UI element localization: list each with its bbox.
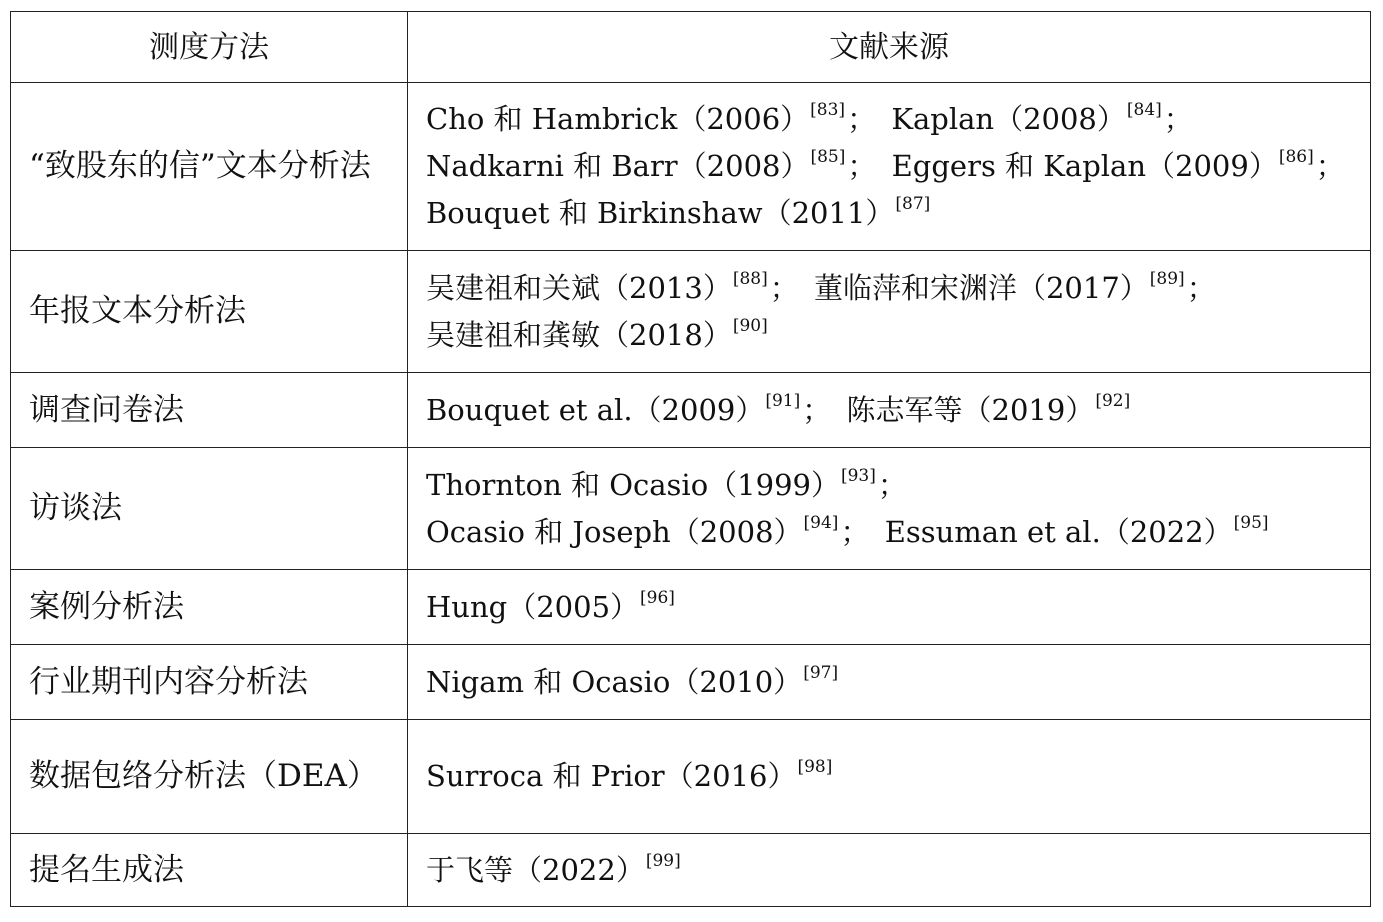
citation-number: [99] bbox=[645, 850, 681, 871]
citation-number: [86] bbox=[1278, 147, 1314, 167]
table-head bbox=[11, 12, 1371, 83]
citation bbox=[426, 465, 876, 502]
citation bbox=[426, 662, 839, 699]
source-cell bbox=[408, 373, 1371, 448]
source-cell bbox=[408, 251, 1371, 373]
citation-number: [89] bbox=[1149, 268, 1185, 289]
citation-year: （2018） bbox=[600, 317, 732, 352]
citation-author: Essuman et al. bbox=[884, 514, 1101, 549]
citation-year: （2022） bbox=[1100, 514, 1233, 549]
citation-separator: ； bbox=[1163, 102, 1193, 136]
citation bbox=[426, 315, 768, 352]
method-cell: 行业期刊内容分析法 bbox=[11, 645, 408, 720]
citation bbox=[884, 512, 1269, 549]
source-cell bbox=[408, 720, 1371, 834]
table-row bbox=[11, 448, 1371, 570]
source-cell bbox=[408, 834, 1371, 907]
citation-separator: ； bbox=[877, 467, 907, 502]
literature-table bbox=[10, 11, 1371, 907]
citation-year: （2022） bbox=[513, 852, 645, 887]
citation-number: [92] bbox=[1095, 390, 1131, 411]
citation-separator: ； bbox=[1315, 149, 1345, 183]
citation-year: （2008） bbox=[994, 102, 1126, 136]
citation bbox=[891, 102, 1161, 136]
citation-year: （2009） bbox=[1146, 149, 1278, 183]
citation bbox=[426, 149, 845, 183]
citation-author: Kaplan bbox=[891, 102, 995, 136]
citation-author: 董临萍和宋渊洋 bbox=[813, 270, 1017, 305]
table-row bbox=[11, 570, 1371, 645]
method-cell: 案例分析法 bbox=[11, 570, 408, 645]
citation-separator: ； bbox=[1186, 270, 1216, 305]
header-row bbox=[11, 12, 1371, 83]
citation-number: [93] bbox=[840, 465, 876, 486]
citation-author: 于飞等 bbox=[426, 852, 514, 887]
citation-author: 吴建祖和关斌 bbox=[426, 270, 601, 305]
citation bbox=[426, 196, 930, 230]
citation-author: Bouquet 和 Birkinshaw bbox=[426, 196, 763, 230]
table-row bbox=[11, 251, 1371, 373]
citation-number: [85] bbox=[810, 147, 846, 167]
citation bbox=[426, 759, 832, 793]
citation-number: [90] bbox=[732, 315, 768, 336]
source-cell bbox=[408, 645, 1371, 720]
header-method: 测度方法 bbox=[11, 12, 408, 83]
citation-author: Hung bbox=[426, 589, 508, 624]
citation-year: （2016） bbox=[664, 759, 797, 793]
table-row bbox=[11, 720, 1371, 834]
citation bbox=[426, 587, 675, 624]
method-cell: 调查问卷法 bbox=[11, 373, 408, 448]
citation-number: [84] bbox=[1126, 100, 1162, 120]
table-row bbox=[11, 834, 1371, 907]
citation-author: Nigam 和 Ocasio bbox=[426, 664, 671, 699]
citation bbox=[892, 149, 1314, 183]
method-cell: “致股东的信”文本分析法 bbox=[11, 83, 408, 251]
citation-author: Ocasio 和 Joseph bbox=[426, 514, 671, 549]
citation-year: （2017） bbox=[1016, 270, 1149, 305]
method-cell: 年报文本分析法 bbox=[11, 251, 408, 373]
method-cell: 数据包络分析法（DEA） bbox=[11, 720, 408, 834]
citation bbox=[813, 268, 1185, 305]
citation-author: Cho 和 Hambrick bbox=[426, 102, 678, 136]
source-cell bbox=[408, 83, 1371, 251]
citation bbox=[426, 512, 839, 549]
method-cell: 提名生成法 bbox=[11, 834, 408, 907]
table-row bbox=[11, 645, 1371, 720]
citation-year: （2009） bbox=[632, 392, 765, 427]
citation-author: Eggers 和 Kaplan bbox=[891, 149, 1147, 183]
citation-separator: ； bbox=[847, 149, 877, 183]
citation-author: 陈志军等 bbox=[846, 392, 963, 427]
citation-year: （2008） bbox=[670, 514, 803, 549]
citation-separator: ； bbox=[769, 270, 799, 305]
citation-number: [94] bbox=[803, 512, 839, 533]
citation-number: [87] bbox=[895, 194, 931, 214]
citation-separator: ； bbox=[847, 102, 877, 136]
citation-number: [91] bbox=[765, 390, 801, 411]
citation-year: （2008） bbox=[677, 149, 810, 183]
source-cell bbox=[408, 448, 1371, 570]
citation-number: [96] bbox=[640, 587, 675, 608]
citation-year: （2013） bbox=[600, 270, 732, 305]
citation bbox=[426, 268, 768, 305]
citation-number: [83] bbox=[810, 100, 846, 120]
citation-author: Surroca 和 Prior bbox=[426, 759, 665, 793]
citation-number: [88] bbox=[732, 268, 768, 289]
citation-author: Bouquet et al. bbox=[426, 392, 633, 427]
citation bbox=[426, 850, 681, 887]
citation-author: Nadkarni 和 Barr bbox=[426, 149, 678, 183]
citation-year: （2011） bbox=[762, 196, 895, 230]
header-source: 文献来源 bbox=[408, 12, 1371, 83]
citation bbox=[426, 390, 801, 427]
citation-year: （1999） bbox=[708, 467, 840, 502]
table-body bbox=[11, 83, 1371, 907]
citation-author: 吴建祖和龚敏 bbox=[426, 317, 601, 352]
citation-separator: ； bbox=[840, 514, 870, 549]
citation-separator: ； bbox=[802, 392, 832, 427]
citation-year: （2019） bbox=[962, 392, 1095, 427]
citation-number: [98] bbox=[797, 757, 833, 777]
citation-number: [97] bbox=[803, 662, 839, 683]
table-row bbox=[11, 373, 1371, 448]
citation-year: （2010） bbox=[670, 664, 803, 699]
citation-year: （2006） bbox=[677, 102, 810, 136]
citation-author: Thornton 和 Ocasio bbox=[426, 467, 709, 502]
citation bbox=[426, 102, 845, 136]
method-cell: 访谈法 bbox=[11, 448, 408, 570]
citation-number: [95] bbox=[1233, 512, 1269, 533]
citation bbox=[846, 390, 1131, 427]
source-cell bbox=[408, 570, 1371, 645]
table-row bbox=[11, 83, 1371, 251]
citation-year: （2005） bbox=[507, 589, 640, 624]
